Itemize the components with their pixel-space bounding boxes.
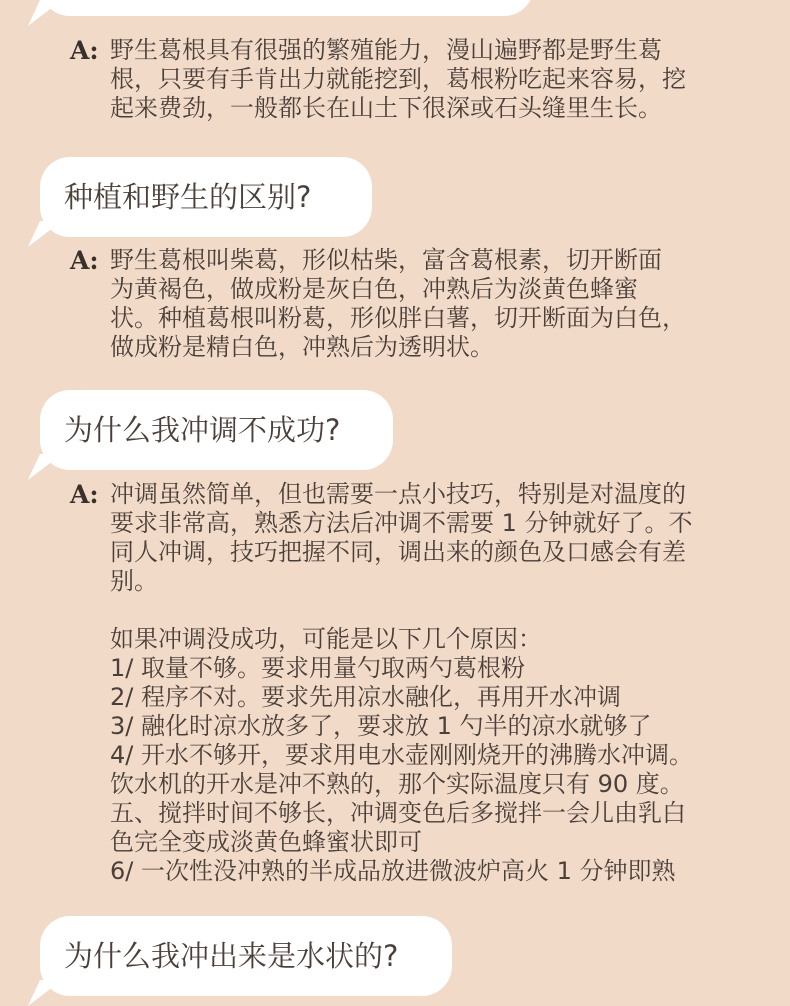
question-bubble-top-partial [40, 0, 534, 16]
answer-block-2 [70, 246, 730, 362]
answer-block-3 [70, 480, 730, 886]
reason-line: 饮水机的开水是冲不熟的，那个实际温度只有 90 度。 [110, 770, 684, 798]
answer-line: 野生葛根具有很强的繁殖能力，漫山遍野都是野生葛 [110, 36, 662, 64]
question-bubble-3 [40, 916, 452, 996]
answer-line: 状。种植葛根叫粉葛，形似胖白薯，切开断面为白色， [110, 304, 686, 332]
reason-line: 色完全变成淡黄色蜂蜜状即可 [110, 828, 422, 856]
reason-line: 4/ 开水不够开，要求用电水壶刚刚烧开的沸腾水冲调。 [110, 741, 693, 769]
answer-line: 同人冲调，技巧把握不同，调出来的颜色及口感会有差 [110, 538, 686, 566]
reason-line: 1/ 取量不够。要求用量勺取两勺葛根粉 [110, 654, 525, 682]
reasons-intro: 如果冲调没成功，可能是以下几个原因： [110, 625, 542, 653]
question-text: 为什么我冲出来是水状的? [64, 939, 399, 973]
question-bubble-2 [40, 390, 393, 470]
bubble-tail [28, 0, 62, 26]
bubble-tail [28, 980, 62, 1006]
answer-line: 为黄褐色，做成粉是灰白色，冲熟后为淡黄色蜂蜜 [110, 275, 638, 303]
paragraph-gap [110, 596, 730, 625]
reason-line: 3/ 融化时凉水放多了，要求放 1 勺半的凉水就够了 [110, 712, 652, 740]
answer-line: 冲调虽然简单，但也需要一点小技巧，特别是对温度的 [110, 480, 686, 508]
answer-text [110, 246, 730, 362]
reason-line: 6/ 一次性没冲熟的半成品放进微波炉高火 1 分钟即熟 [110, 857, 676, 885]
bubble-tail [28, 221, 62, 247]
answer-label: A: [70, 480, 99, 509]
answer-line: 要求非常高，熟悉方法后冲调不需要 1 分钟就好了。不 [110, 509, 693, 537]
answer-text [110, 36, 730, 123]
answer-label: A: [70, 36, 99, 65]
reason-line: 五、搅拌时间不够长，冲调变色后多搅拌一会儿由乳白 [110, 799, 686, 827]
answer-text [110, 480, 730, 886]
answer-block-1 [70, 36, 730, 123]
answer-line: 根，只要有手肯出力就能挖到，葛根粉吃起来容易，挖 [110, 65, 686, 93]
question-bubble-1 [40, 157, 372, 237]
question-text: 为什么我冲调不成功? [64, 413, 341, 447]
answer-label: A: [70, 246, 99, 275]
reason-line: 2/ 程序不对。要求先用凉水融化，再用开水冲调 [110, 683, 621, 711]
answer-line: 做成粉是精白色，冲熟后为透明状。 [110, 333, 494, 361]
answer-line: 野生葛根叫柴葛，形似枯柴，富含葛根素，切开断面 [110, 246, 662, 274]
answer-line: 别。 [110, 567, 158, 595]
bubble-tail [28, 454, 62, 480]
answer-line: 起来费劲，一般都长在山土下很深或石头缝里生长。 [110, 94, 662, 122]
question-text: 种植和野生的区别? [64, 180, 312, 214]
